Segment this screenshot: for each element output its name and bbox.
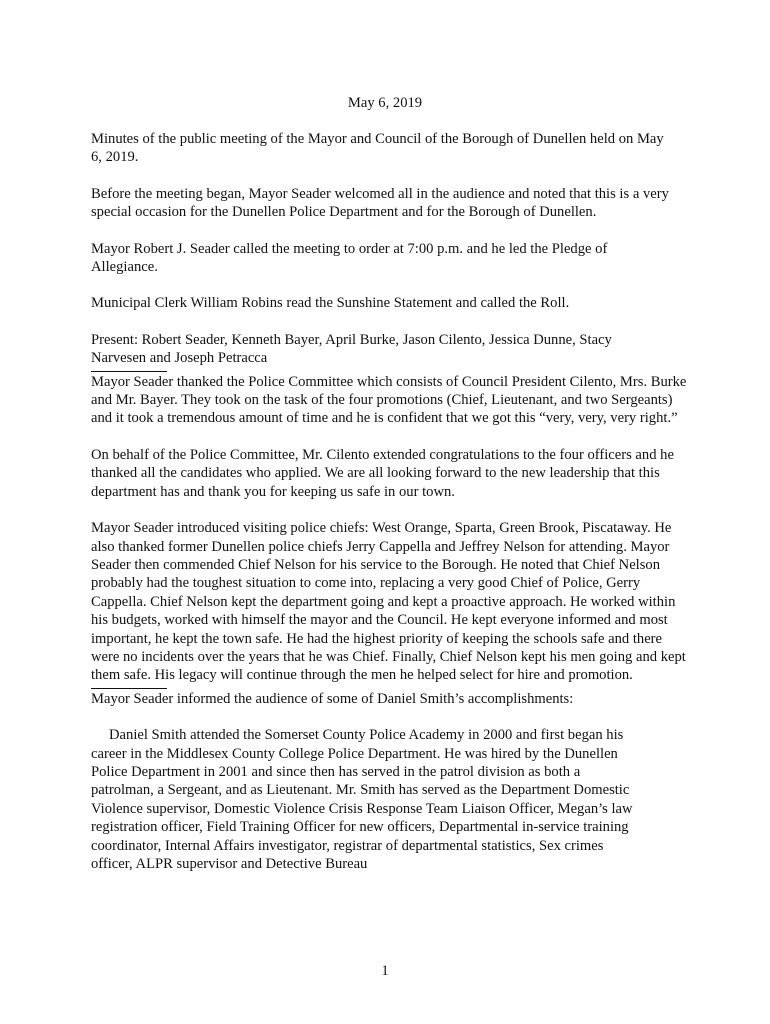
paragraph-police-committee: Mayor Seader thanked the Police Committee which consists of Council President Cilento, Mrs. Burke and Mr. Bayer. They took on the task of the four promotions (Chief, Lieutenant, and two Sergeants) and it took a tremendous amount of time and he is confident that we got this “very, very, very right.” — [91, 373, 687, 427]
paragraph-sunshine-statement: Municipal Clerk William Robins read the Sunshine Statement and called the Roll. — [91, 295, 570, 312]
document-date: May 6, 2019 — [347, 95, 423, 111]
document-body — [91, 130, 691, 891]
section-divider — [91, 688, 167, 689]
section-divider — [91, 371, 167, 372]
paragraph-welcome: Before the meeting began, Mayor Seader welcomed all in the audience and noted that this is a very special occasion for the Dunellen Police Department and for the Borough of Dunellen. — [91, 185, 669, 221]
paragraph-accomplishments-intro: Mayor Seader informed the audience of some of Daniel Smith’s accomplishments: — [91, 690, 574, 707]
paragraph-minutes-intro: Minutes of the public meeting of the Mayor and Council of the Borough of Dunellen held on May 6, 2019. — [91, 131, 664, 166]
paragraph-call-to-order: Mayor Robert J. Seader called the meeting to order at 7:00 p.m. and he led the Pledge of Allegiance. — [91, 240, 608, 276]
paragraph-roll-present: Present: Robert Seader, Kenneth Bayer, April Burke, Jason Cilento, Jessica Dunne, Stacy Narvesen and Joseph Petracca — [91, 331, 612, 367]
paragraph-chief-nelson: Mayor Seader introduced visiting police chiefs: West Orange, Sparta, Green Brook, Piscataway. He also thanked former Dunellen police chiefs Jerry Cappella and Jeffrey Nelson for attending. Mayor Seader then commended Chief Nelson for his service to the Borough. He noted that Chief Nelson probably had the toughest situation to come into, replacing a very good Chief of Police, Gerry Cappella. Chief Nelson kept the department going and kept a proactive approach. He worked within his budgets, worked with himself the mayor and the Council. He kept everyone informed and most important, he kept the town safe. He had the highest priority of keeping the schools safe and there were no incidents over the years that he was Chief. Finally, Chief Nelson kept his men going and kept them safe. His legacy will continue through the men he helped select for hire and promotion. — [91, 520, 686, 684]
paragraph-congratulations: On behalf of the Police Committee, Mr. Cilento extended congratulations to the four officers and he thanked all the candidates who applied. We are all looking forward to the new leadership that this department has and thank you for keeping us safe in our town. — [91, 446, 674, 500]
page-number: 1 — [381, 963, 389, 979]
paragraph-daniel-smith: Daniel Smith attended the Somerset County Police Academy in 2000 and first began his career in the Middlesex County College Police Department. He was hired by the Dunellen Police Department in 2001 and since then has served in the patrol division as both a patrolman, a Sergeant, and as Lieutenant. Mr. Smith has served as the Department Domestic Violence supervisor, Domestic Violence Crisis Response Team Liaison Officer, Megan’s law registration officer, Field Training Officer for new officers, Departmental in-service training coordinator, Internal Affairs investigator, registrar of departmental statistics, Sex crimes officer, ALPR supervisor and Detective Bureau — [91, 727, 633, 872]
